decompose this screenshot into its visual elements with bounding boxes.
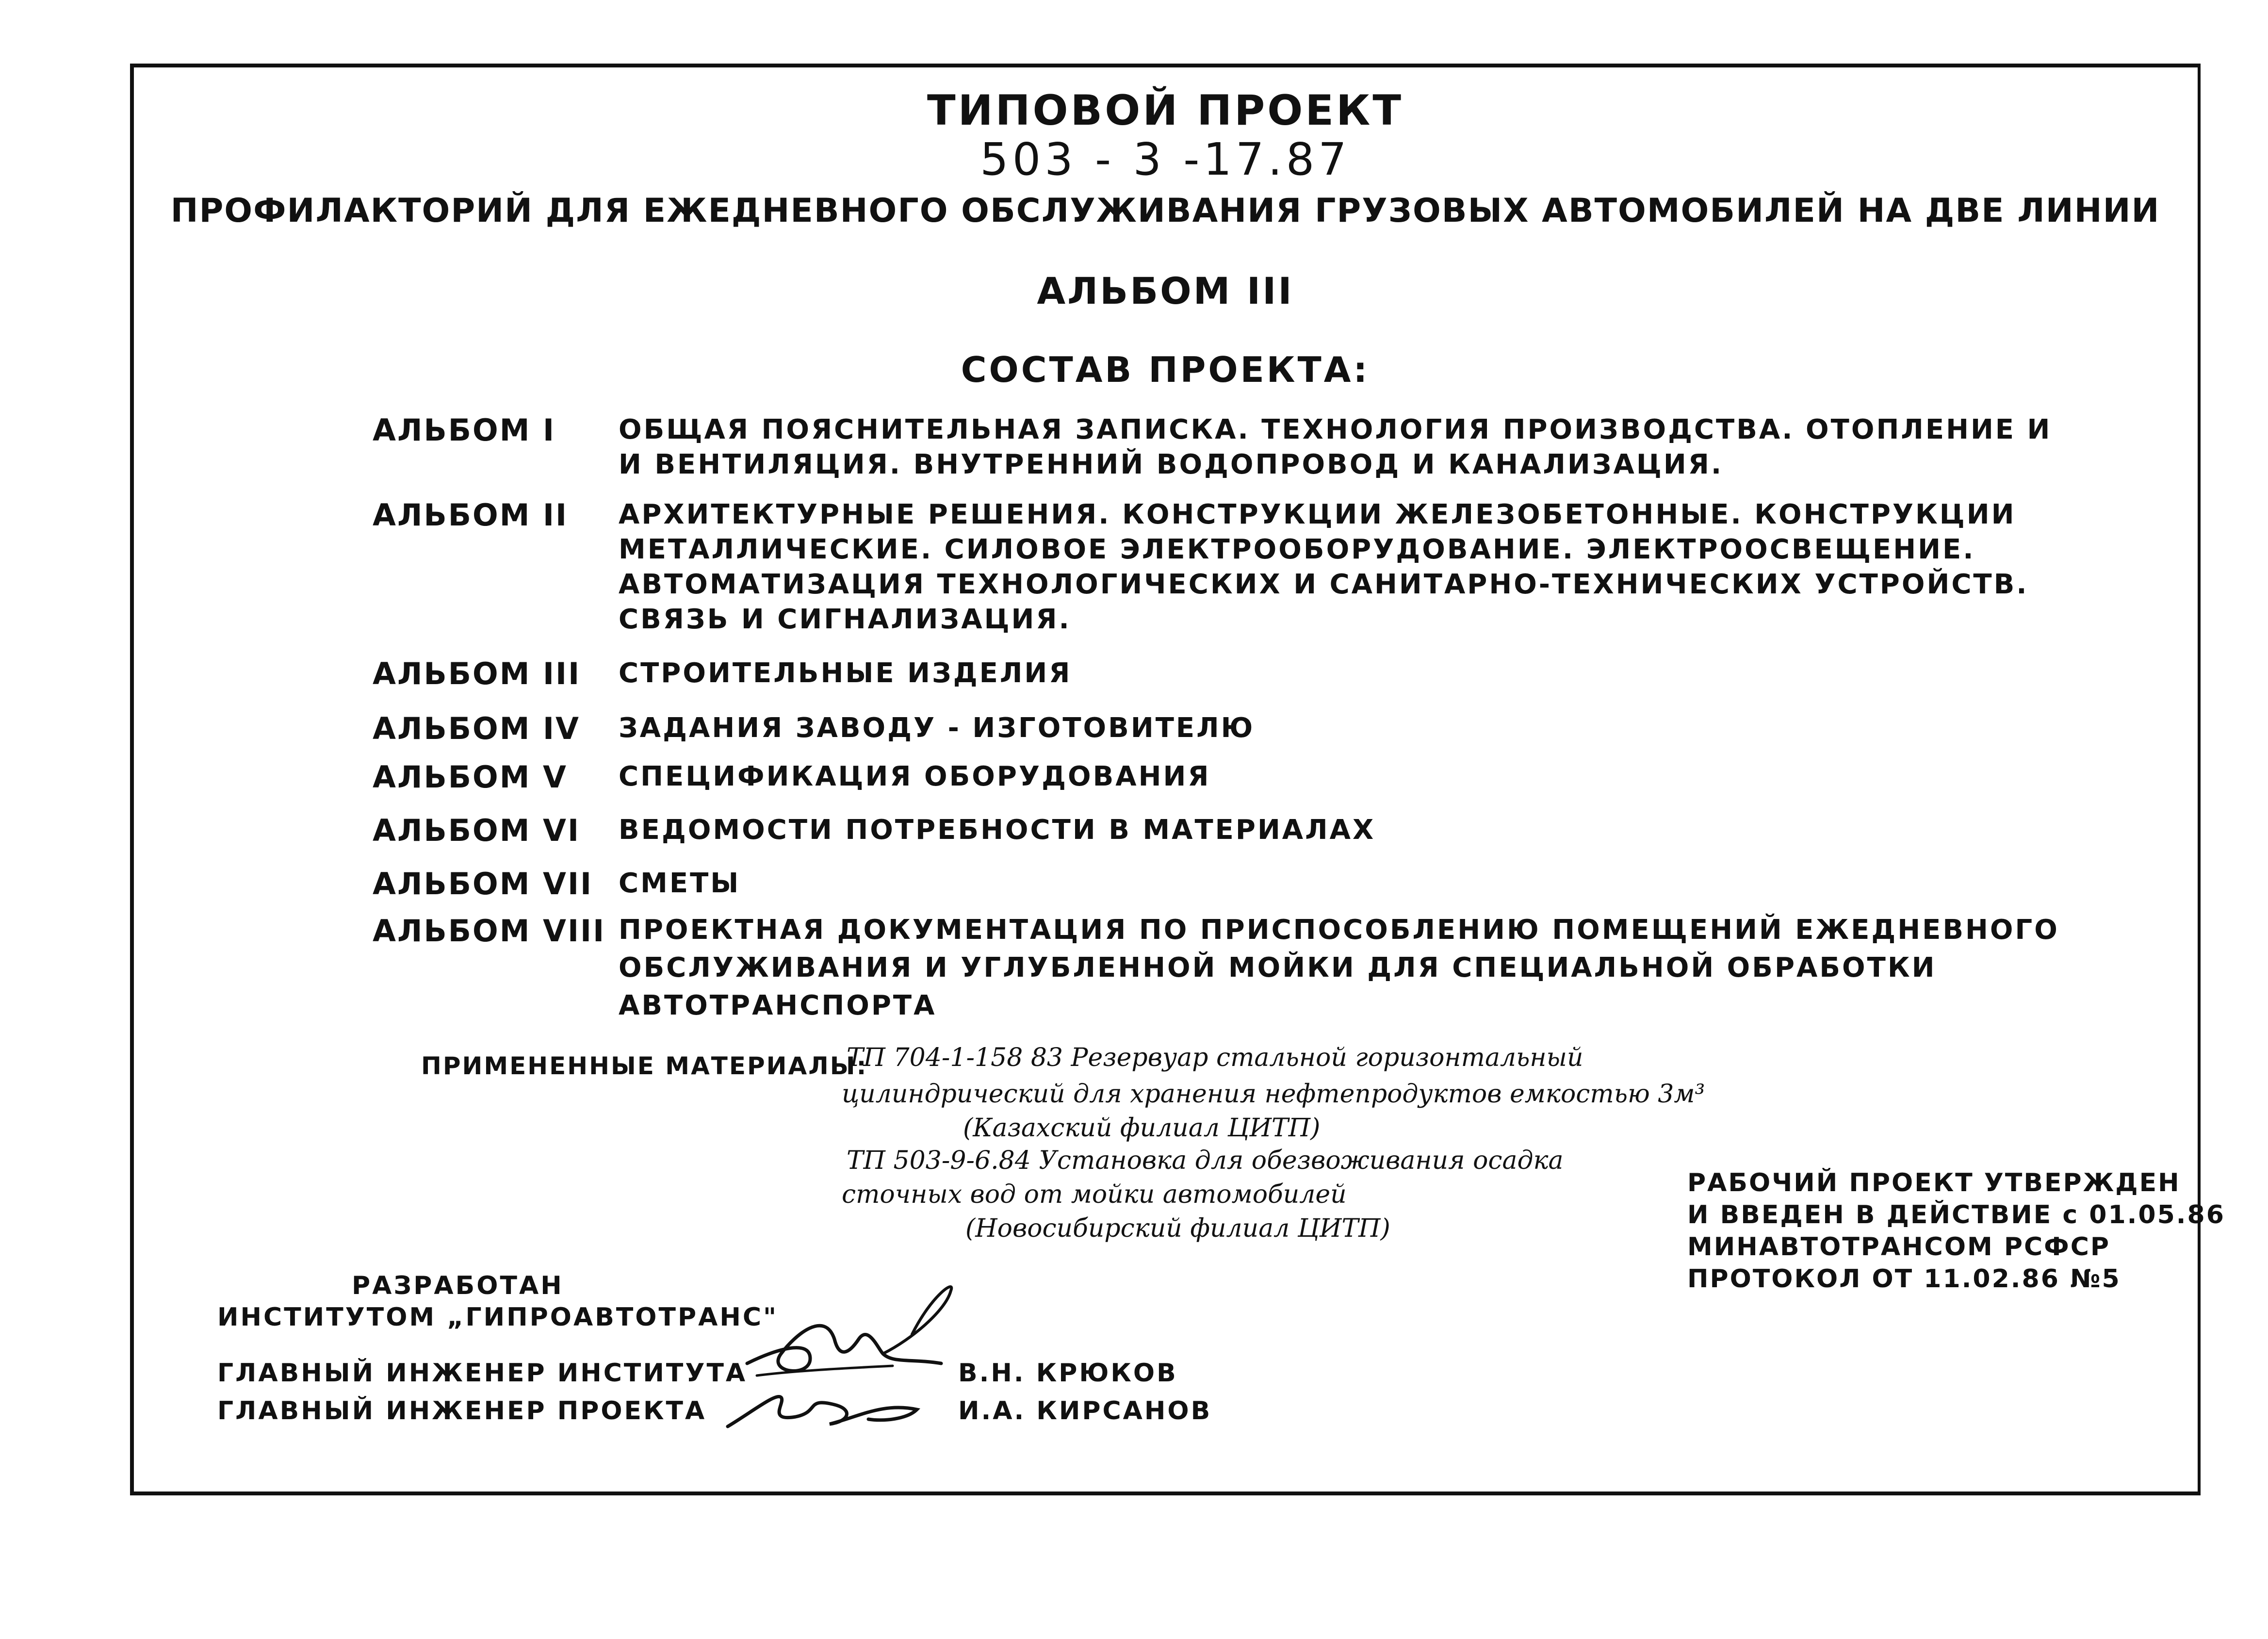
developed-label: РАЗРАБОТАН — [352, 1271, 564, 1300]
album-description-line: И ВЕНТИЛЯЦИЯ. ВНУТРЕННИЙ ВОДОПРОВОД И КАНАЛИЗАЦИЯ. — [619, 449, 1724, 480]
album-description-line: ОБСЛУЖИВАНИЯ И УГЛУБЛЕННОЙ МОЙКИ ДЛЯ СПЕЦИАЛЬНОЙ ОБРАБОТКИ — [619, 952, 1937, 983]
current-album: АЛЬБОМ III — [1037, 269, 1294, 312]
approval-line: И ВВЕДЕН В ДЕЙСТВИЕ с 01.05.86 — [1687, 1200, 2225, 1229]
album-description-8 — [619, 911, 2059, 1025]
album-description-line: СТРОИТЕЛЬНЫЕ ИЗДЕЛИЯ — [619, 657, 1072, 689]
album-description-line: СПЕЦИФИКАЦИЯ ОБОРУДОВАНИЯ — [619, 761, 1211, 792]
materials-label: ПРИМЕНЕННЫЕ МАТЕРИАЛЫ: — [421, 1052, 868, 1080]
album-description-1 — [619, 412, 2052, 482]
album-label-6: АЛЬБОМ VI — [373, 813, 581, 848]
project-number: 503 - 3 -17.87 — [980, 133, 1351, 185]
album-description-line: АРХИТЕКТУРНЫЕ РЕШЕНИЯ. КОНСТРУКЦИИ ЖЕЛЕЗОБЕТОННЫЕ. КОНСТРУКЦИИ — [619, 499, 2016, 530]
album-description-3 — [619, 656, 1072, 691]
approval-line: РАБОЧИЙ ПРОЕКТ УТВЕРЖДЕН — [1687, 1168, 2181, 1197]
album-description-line: ВЕДОМОСТИ ПОТРЕБНОСТИ В МАТЕРИАЛАХ — [619, 814, 1376, 846]
approval-line: ПРОТОКОЛ ОТ 11.02.86 №5 — [1687, 1264, 2121, 1294]
chief-engineer-institute-role: ГЛАВНЫЙ ИНЖЕНЕР ИНСТИТУТА — [217, 1359, 748, 1388]
album-description-6 — [619, 813, 1375, 848]
composition-heading: СОСТАВ ПРОЕКТА: — [961, 349, 1370, 390]
materials-line: (Новосибирский филиал ЦИТП) — [965, 1214, 1390, 1243]
materials-line: ТП 503-9-6.84 Установка для обезвоживания осадка — [847, 1146, 1564, 1175]
album-description-7 — [619, 866, 740, 901]
album-description-line: ОБЩАЯ ПОЯСНИТЕЛЬНАЯ ЗАПИСКА. ТЕХНОЛОГИЯ ПРОИЗВОДСТВА. ОТОПЛЕНИЕ И — [619, 414, 2052, 445]
album-description-5 — [619, 759, 1210, 794]
album-label-5: АЛЬБОМ V — [373, 759, 568, 795]
signature-chief-project — [723, 1383, 927, 1436]
album-description-line: ПРОЕКТНАЯ ДОКУМЕНТАЦИЯ ПО ПРИСПОСОБЛЕНИЮ ПОМЕЩЕНИЙ ЕЖЕДНЕВНОГО — [619, 914, 2059, 946]
album-label-4: АЛЬБОМ IV — [373, 711, 581, 746]
album-description-2 — [619, 497, 2029, 637]
album-label-8: АЛЬБОМ VIII — [373, 913, 606, 949]
album-label-2: АЛЬБОМ II — [373, 497, 569, 533]
album-label-1: АЛЬБОМ I — [373, 412, 556, 448]
album-description-line: АВТОТРАНСПОРТА — [619, 990, 937, 1021]
materials-line: цилиндрический для хранения нефтепродуктов емкостью 3м³ — [842, 1080, 1705, 1109]
developer-institute: ИНСТИТУТОМ „ГИПРОАВТОТРАНС" — [217, 1303, 779, 1332]
album-description-line: СВЯЗЬ И СИГНАЛИЗАЦИЯ. — [619, 604, 1071, 635]
materials-line: (Казахский филиал ЦИТП) — [963, 1114, 1321, 1143]
chief-engineer-project-role: ГЛАВНЫЙ ИНЖЕНЕР ПРОЕКТА — [217, 1396, 707, 1426]
chief-engineer-institute-name: В.Н. КРЮКОВ — [958, 1359, 1178, 1388]
materials-line: ТП 704-1-158 83 Резервуар стальной горизонтальный — [847, 1043, 1583, 1072]
album-description-line: ЗАДАНИЯ ЗАВОДУ - ИЗГОТОВИТЕЛЮ — [619, 712, 1255, 744]
album-description-line: МЕТАЛЛИЧЕСКИЕ. СИЛОВОЕ ЭЛЕКТРООБОРУДОВАНИЕ. ЭЛЕКТРООСВЕЩЕНИЕ. — [619, 534, 1975, 565]
project-name: ПРОФИЛАКТОРИЙ ДЛЯ ЕЖЕДНЕВНОГО ОБСЛУЖИВАНИЯ ГРУЗОВЫХ АВТОМОБИЛЕЙ НА ДВЕ ЛИНИИ — [170, 192, 2160, 230]
document-title: ТИПОВОЙ ПРОЕКТ — [927, 86, 1404, 135]
materials-line: сточных вод от мойки автомобилей — [842, 1180, 1347, 1209]
approval-line: МИНАВТОТРАНСОМ РСФСР — [1687, 1232, 2111, 1262]
approval-block — [1687, 1167, 2225, 1295]
album-description-line: СМЕТЫ — [619, 868, 741, 899]
signature-chief-institute — [737, 1281, 970, 1393]
chief-engineer-project-name: И.А. КИРСАНОВ — [958, 1396, 1212, 1426]
album-description-4 — [619, 711, 1255, 746]
album-label-3: АЛЬБОМ III — [373, 656, 581, 691]
album-description-line: АВТОМАТИЗАЦИЯ ТЕХНОЛОГИЧЕСКИХ И САНИТАРНО-ТЕХНИЧЕСКИХ УСТРОЙСТВ. — [619, 569, 2029, 600]
album-label-7: АЛЬБОМ VII — [373, 866, 593, 901]
